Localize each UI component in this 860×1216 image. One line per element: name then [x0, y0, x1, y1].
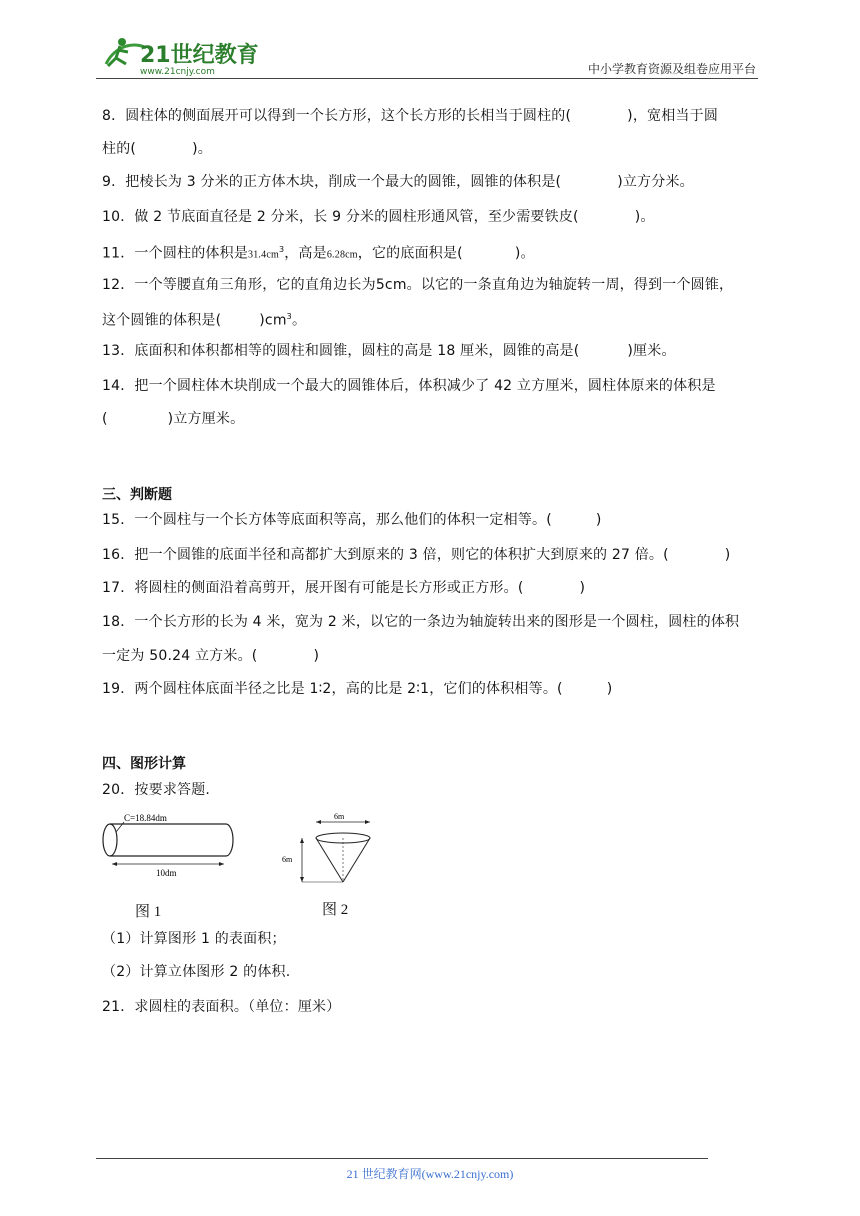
fig2-diameter-label: 6m [334, 812, 345, 821]
question-8: 8．圆柱体的侧面展开可以得到一个长方形，这个长方形的长相当于圆柱的( )，宽相当于圆 [102, 108, 719, 124]
question-11: 11．一个圆柱的体积是$31.4cm^3$，高是6.28cm，它的底面积是( )。 [102, 245, 535, 262]
logo-url: www.21cnjy.com [140, 67, 215, 77]
question-13: 13．底面积和体积都相等的圆柱和圆锥，圆柱的高是 18 厘米，圆锥的高是( )厘米。 [102, 343, 676, 359]
question-8-line2: 柱的( )。 [102, 141, 212, 157]
footer-link[interactable]: 21 世纪教育网(www.21cnjy.com) [346, 1167, 514, 1181]
figure-1-caption: 图 1 [135, 904, 162, 920]
question-19: 19．两个圆柱体底面半径之比是 1∶2，高的比是 2∶1，它们的体积相等。( ) [102, 681, 613, 697]
question-14-line2: ( )立方厘米。 [102, 411, 245, 427]
fig1-length-label: 10dm [156, 868, 177, 878]
question-10: 10．做 2 节底面直径是 2 分米，长 9 分米的圆柱形通风管，至少需要铁皮( )。 [102, 209, 655, 225]
question-17: 17．将圆柱的侧面沿着高剪开，展开图有可能是长方形或正方形。( ) [102, 580, 586, 596]
figure-2-cone [278, 810, 378, 890]
question-20-part2: （2）计算立体图形 2 的体积. [102, 964, 291, 980]
question-14: 14．把一个圆柱体木块削成一个最大的圆锥体后，体积减少了 42 立方厘米，圆柱体原来的体积是 [102, 378, 716, 394]
figure-1-cylinder [98, 812, 238, 882]
question-18: 18．一个长方形的长为 4 米，宽为 2 米，以它的一条边为轴旋转出来的图形是一个圆柱，圆柱的体积 [102, 614, 740, 630]
platform-name: 中小学教育资源及组卷应用平台 [587, 62, 756, 76]
question-20: 20．按要求答题. [102, 782, 211, 798]
footer-divider [96, 1158, 708, 1159]
runner-logo-icon [96, 34, 266, 78]
fig2-height-label: 6m [282, 855, 293, 864]
logo-text: 21世纪教育 [140, 43, 259, 68]
question-20-part1: （1）计算图形 1 的表面积； [102, 931, 286, 947]
site-logo [96, 34, 266, 78]
question-9: 9．把棱长为 3 分米的正方体木块，削成一个最大的圆锥，圆锥的体积是( )立方分米。 [102, 174, 694, 190]
header-divider [96, 78, 758, 79]
question-12: 12．一个等腰直角三角形，它的直角边长为5cm。以它的一条直角边为轴旋转一周，得到一个圆锥， [102, 277, 734, 293]
section-3-title: 三、判断题 [102, 487, 172, 503]
figure-2-caption: 图 2 [322, 902, 349, 918]
question-21: 21．求圆柱的表面积。（单位：厘米） [102, 999, 341, 1015]
question-15: 15．一个圆柱与一个长方体等底面积等高，那么他们的体积一定相等。( ) [102, 512, 602, 528]
fig1-circumference-label: C=18.84dm [124, 813, 167, 823]
section-4-title: 四、图形计算 [102, 756, 186, 772]
question-12-line2: 这个圆锥的体积是( )$cm^3$。 [102, 312, 307, 329]
question-18-line2: 一定为 50.24 立方米。( ) [102, 648, 320, 664]
question-16: 16．把一个圆锥的底面半径和高都扩大到原来的 3 倍，则它的体积扩大到原来的 27 倍。( ) [102, 547, 731, 563]
